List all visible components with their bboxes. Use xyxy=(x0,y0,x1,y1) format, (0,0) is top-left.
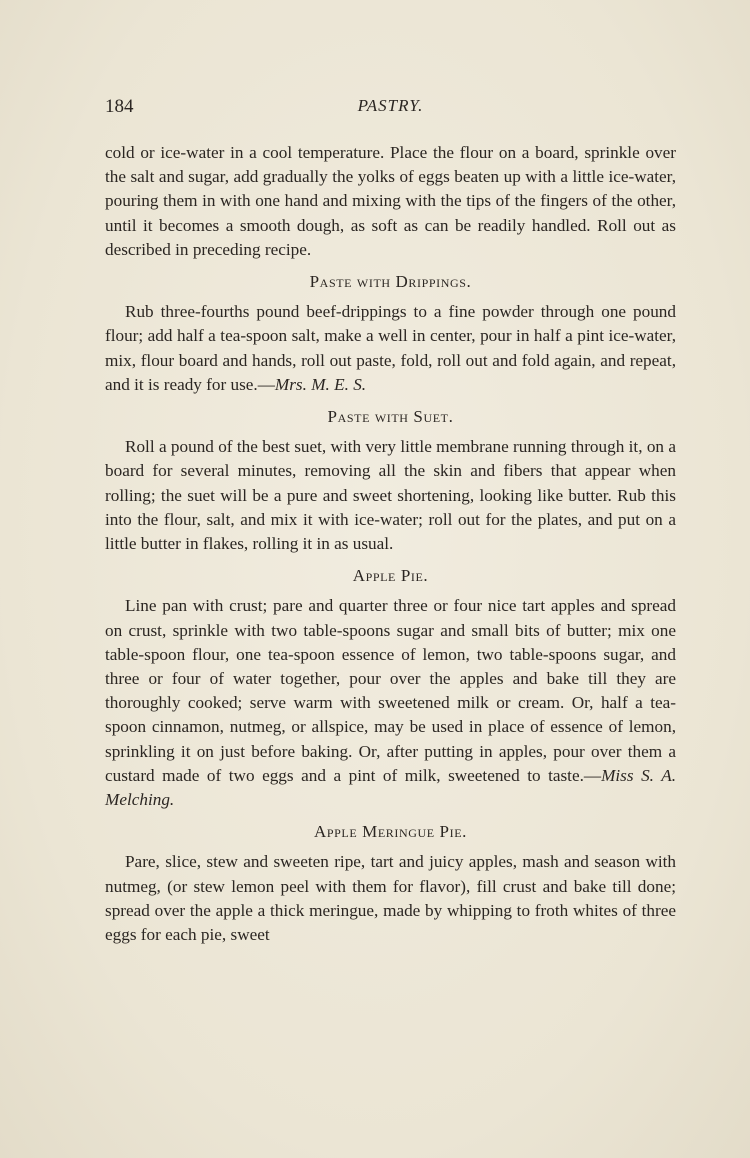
intro-paragraph: cold or ice-water in a cool temperature. Place the flour on a board, sprinkle over the salt and sugar, add gradually the yolks of eggs beaten up with a little ice-water, pouring them in with one hand and mixing with the tips of the fingers of the other, until it becomes a smooth dough, as soft as can be readily handled. Roll out as described in preceding recipe. xyxy=(105,143,676,259)
body-text xyxy=(105,141,676,947)
recipe-attribution: Mrs. M. E. S. xyxy=(274,374,367,394)
page-number: 184 xyxy=(105,96,134,117)
recipe-paste-with-drippings xyxy=(105,300,676,397)
running-title: PASTRY. xyxy=(357,96,424,115)
recipe-text: Rub three-fourths pound beef-drippings to a fine powder through one pound flour; add half a tea-spoon salt, make a well in center, pour in half a pint ice-water, mix, flour board and hands, roll out paste, fold, roll out and fold again, and repeat, and it is ready for use.— xyxy=(105,302,676,394)
page-header xyxy=(105,96,676,122)
section-title-apple-pie: Apple Pie. xyxy=(352,566,429,586)
recipe-paste-with-suet xyxy=(105,435,676,556)
recipe-attribution: Miss S. A. Melching. xyxy=(105,765,676,810)
recipe-text: Roll a pound of the best suet, with very little membrane running through it, on a board for several minutes, removing all the skin and fibers that appear when rolling; the suet will be a pure and sweet shortening, looking like butter. Rub this into the flour, salt, and mix it with ice-water; roll out for the plates, and put on a little butter in flakes, rolling it in as usual. xyxy=(105,437,676,554)
section-title-apple-meringue-pie: Apple Meringue Pie. xyxy=(314,822,467,842)
section-title-paste-with-drippings: Paste with Drippings. xyxy=(309,272,472,292)
section-title-paste-with-suet: Paste with Suet. xyxy=(327,407,454,427)
recipe-text: Line pan with crust; pare and quarter three or four nice tart apples and spread on crust, sprinkle with two table-spoons sugar and small bits of butter; mix one table-spoon flour, one tea-spoon essence of lemon, two table-spoons sugar, and three or four of water together, pour over the apples and bake till they are thoroughly cooked; serve warm with sweetened milk or cream. Or, half a tea-spoon cinnamon, nutmeg, or allspice, may be used in place of essence of lemon, sprinkling it on just before baking. Or, after putting in apples, pour over them a custard made of two eggs and a pint of milk, sweetened to taste.— xyxy=(105,596,676,785)
recipe-text: Pare, slice, stew and sweeten ripe, tart and juicy apples, mash and season with nutmeg, (or stew lemon peel with them for flavor), fill crust and bake till done; spread over the apple a thick meringue, made by whipping to froth whites of three eggs for each pie, sweet xyxy=(105,852,676,945)
recipe-apple-meringue-pie xyxy=(105,850,676,947)
recipe-apple-pie xyxy=(105,594,676,812)
